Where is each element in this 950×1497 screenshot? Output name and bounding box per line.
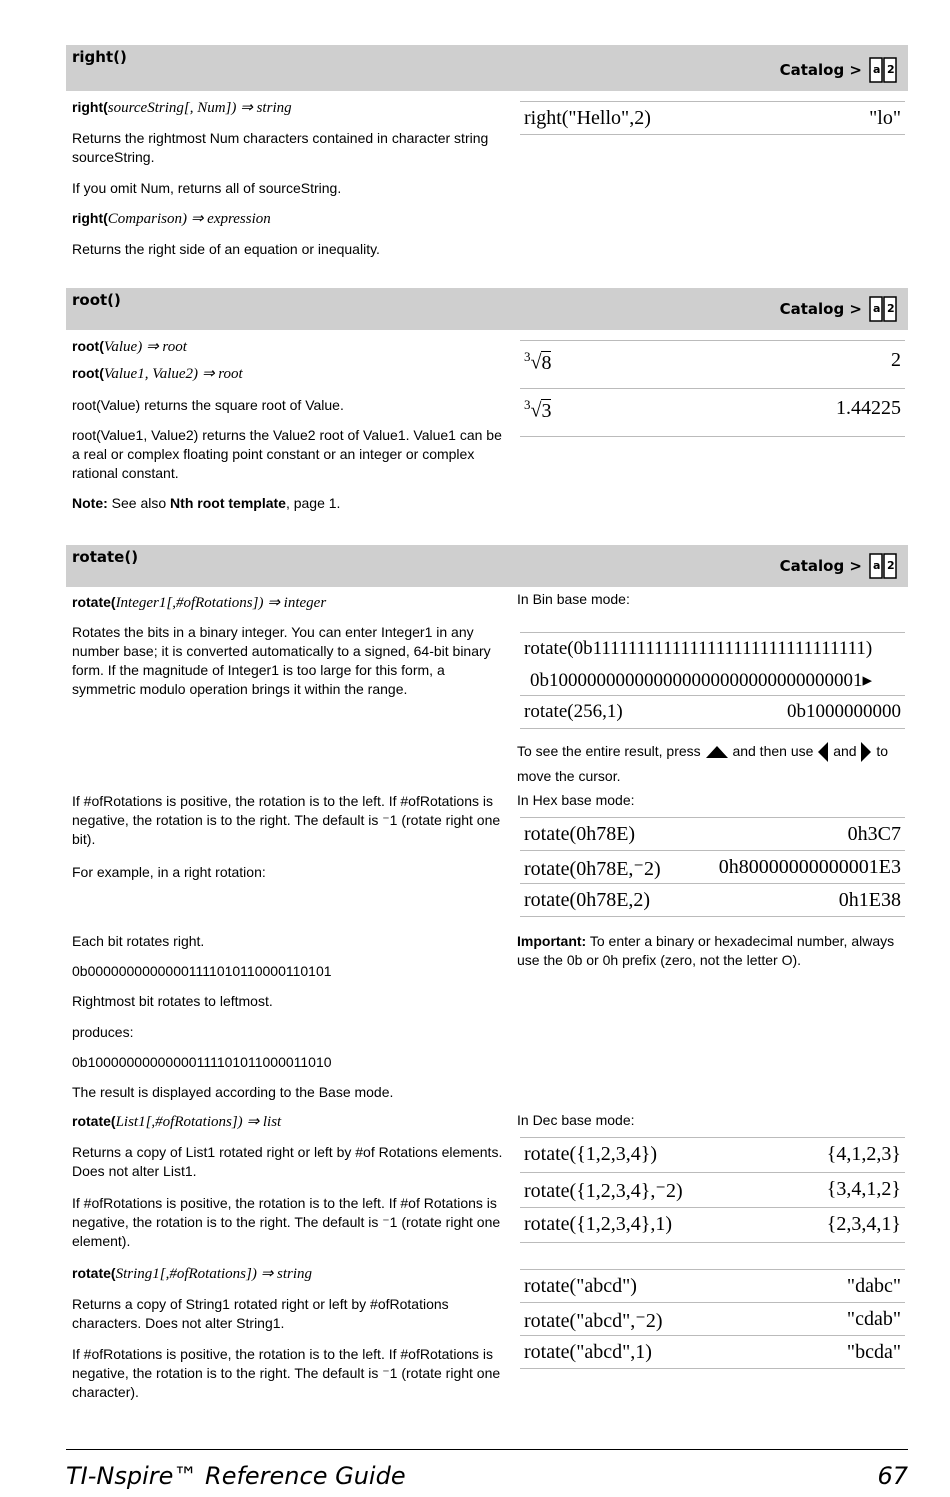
syntax-fn: root( (72, 365, 104, 381)
syntax-line (72, 364, 508, 384)
catalog-book-icon (868, 55, 898, 85)
calc-example (520, 1269, 905, 1369)
catalog-text: Catalog > (779, 300, 862, 318)
important-text: To enter a binary or hexadecimal number, always use the 0b or 0h prefix (zero, not the letter O). (517, 933, 895, 968)
hint-text: To see the entire result, press (517, 743, 701, 759)
important-note (517, 932, 907, 970)
svg-text:2: 2 (887, 559, 895, 572)
description: If #ofRotations is positive, the rotation is to the left. If #ofRotations is negative, the rotation is to the right. The default is ⁻1 (rotate right one bit). (72, 793, 501, 847)
syntax-args: List1[,#ofRotations]) (115, 1114, 243, 1130)
mode-label: In Dec base mode: (517, 1112, 635, 1128)
syntax-result: ⇒ integer (267, 595, 327, 611)
calc-output: "lo" (869, 107, 901, 129)
calc-output: {3,4,1,2} (826, 1178, 901, 1200)
svg-text:2: 2 (887, 63, 895, 76)
syntax-fn: right( (72, 210, 108, 226)
note-text: See also (111, 495, 167, 511)
calc-row (520, 101, 905, 135)
up-arrow-icon (705, 745, 729, 759)
calc-example (520, 101, 905, 135)
calc-row (520, 1336, 905, 1369)
calc-output: 2 (891, 349, 901, 371)
calc-row (520, 389, 905, 437)
left-arrow-icon (817, 741, 829, 763)
footer-rule (66, 1449, 908, 1450)
calc-row (520, 851, 905, 884)
catalog-label (780, 55, 898, 85)
root-index: 3 (524, 349, 531, 364)
calc-input: rotate("abcd",⁻2) (524, 1310, 663, 1332)
description: Returns the right side of an equation or inequality. (72, 241, 380, 257)
calc-input: rotate(0h78E,⁻2) (524, 858, 661, 880)
syntax-args: String1[,#ofRotations]) (115, 1266, 257, 1282)
calc-input: rotate(0b1111111111111111111111111111111) (524, 638, 873, 659)
description: Returns the rightmost Num characters contained in character string sourceString. (72, 130, 489, 165)
description: Rightmost bit rotates to leftmost. (72, 993, 273, 1009)
svg-text:2: 2 (887, 302, 895, 315)
calc-row (520, 696, 905, 729)
calc-row (520, 1173, 905, 1208)
svg-text:a: a (873, 302, 881, 315)
syntax-args: Value1, Value2) (103, 366, 199, 382)
calc-output: 0h3C7 (847, 823, 901, 845)
description: If #ofRotations is positive, the rotation is to the left. If #of Rotations is negative, the rotation is to the right. The default is ⁻1 (rotate right one element). (72, 1195, 501, 1249)
calc-input: rotate({1,2,3,4},⁻2) (524, 1180, 683, 1202)
radical-sign: √ (530, 399, 542, 422)
svg-text:a: a (873, 559, 881, 572)
calc-row (520, 817, 905, 851)
bit-string: 0b00000000000001111010110000110101 (72, 963, 332, 979)
calc-example (520, 817, 905, 917)
calc-row (520, 664, 905, 696)
note-tail: , page 1. (285, 495, 341, 511)
description: Rotates the bits in a binary integer. You can enter Integer1 in any number base; it is converted automatically to a signed, 64-bit binary form. If the magnitude of Integer1 is too large for this form, a symmetric modulo operation brings it within the range. (72, 624, 491, 697)
calc-output: 1.44225 (836, 397, 901, 419)
root-index: 3 (524, 397, 531, 412)
syntax-fn: rotate( (72, 1113, 116, 1129)
calc-row (520, 1269, 905, 1303)
section-header (66, 288, 908, 330)
catalog-book-icon (868, 294, 898, 324)
bit-string: 0b10000000000000111101011000011010 (72, 1054, 332, 1070)
calc-input: rotate(0h78E) (524, 823, 636, 845)
calc-output: 0b1000000000 (787, 701, 901, 722)
calc-input: rotate({1,2,3,4}) (524, 1143, 658, 1165)
hint-text: and (833, 743, 857, 759)
calc-output: 0h80000000000001E3 (718, 856, 901, 878)
calc-output: "dabc" (846, 1275, 901, 1297)
syntax-result: ⇒ root (201, 366, 243, 382)
cursor-hint (517, 739, 907, 789)
syntax-fn: right( (72, 99, 108, 115)
syntax-args: sourceString[, Num]) (107, 100, 237, 116)
function-name: root() (72, 291, 121, 309)
syntax-line (72, 1112, 508, 1132)
catalog-book-icon (868, 551, 898, 581)
description: If you omit Num, returns all of sourceString. (72, 180, 342, 196)
section-root (66, 288, 908, 330)
calc-row (520, 1208, 905, 1243)
catalog-text: Catalog > (779, 557, 862, 575)
syntax-result: ⇒ string (240, 100, 292, 116)
calc-input: rotate({1,2,3,4},1) (524, 1213, 673, 1235)
description: root(Value1, Value2) returns the Value2 root of Value1. Value1 can be a real or complex floating point constant or an integer or complex rational constant. (72, 427, 502, 481)
syntax-args: Comparison) (107, 211, 187, 227)
calc-output: {4,1,2,3} (826, 1143, 901, 1165)
syntax-args: Integer1[,#ofRotations]) (115, 595, 264, 611)
syntax-line (72, 1264, 508, 1284)
radical-sign: √ (530, 351, 542, 374)
description: Returns a copy of List1 rotated right or left by #of Rotations elements. Does not alter List1. (72, 1144, 503, 1179)
syntax-result: ⇒ list (246, 1114, 282, 1130)
hint-text: to move the cursor. (517, 743, 889, 784)
catalog-text: Catalog > (779, 61, 862, 79)
description: Returns a copy of String1 rotated right or left by #ofRotations characters. Does not alter String1. (72, 1296, 449, 1331)
calc-output: {2,3,4,1} (826, 1213, 901, 1235)
function-name: right() (72, 48, 127, 66)
calc-output: 0b100000000000000000000000000000001▸ (530, 670, 873, 691)
syntax-line (72, 337, 508, 357)
mode-label: In Bin base mode: (517, 591, 630, 607)
calc-example (520, 1137, 905, 1243)
radicand: 8 (541, 351, 552, 374)
syntax-fn: rotate( (72, 1265, 116, 1281)
catalog-label (780, 551, 898, 581)
calc-input: rotate("abcd") (524, 1275, 637, 1297)
description: If #ofRotations is positive, the rotation is to the left. If #ofRotations is negative, the rotation is to the right. The default is ⁻1 (rotate right one character). (72, 1346, 501, 1400)
description: root(Value) returns the square root of Value. (72, 397, 344, 413)
section-header (66, 545, 908, 587)
description: The result is displayed according to the Base mode. (72, 1084, 394, 1100)
syntax-args: Value) (103, 339, 143, 355)
section-header (66, 45, 908, 91)
calc-input: rotate(0h78E,2) (524, 889, 651, 911)
calc-input: rotate(256,1) (524, 701, 623, 722)
calc-row (520, 632, 905, 664)
note-link: Nth root template (170, 495, 286, 511)
page-number: 67 (877, 1462, 908, 1490)
syntax-line (72, 593, 508, 613)
syntax-line (72, 98, 508, 118)
hint-text: and then use (732, 743, 814, 759)
syntax-result: ⇒ root (146, 339, 187, 355)
footer-title: TI-Nspire™ Reference Guide (66, 1462, 406, 1490)
function-name: rotate() (72, 548, 139, 566)
description: Each bit rotates right. (72, 933, 205, 949)
svg-text:a: a (873, 63, 881, 76)
calc-example (520, 632, 905, 729)
syntax-fn: rotate( (72, 594, 116, 610)
calc-output: 0h1E38 (838, 889, 901, 911)
calc-row (520, 1303, 905, 1336)
syntax-fn: root( (72, 338, 104, 354)
syntax-line (72, 209, 508, 229)
syntax-result: ⇒ expression (190, 211, 271, 227)
important-label: Important: (517, 933, 587, 949)
calc-input: rotate("abcd",1) (524, 1341, 652, 1363)
calc-output: "bcda" (846, 1341, 901, 1363)
section-rotate (66, 545, 908, 587)
right-arrow-icon (860, 741, 872, 763)
calc-row (520, 340, 905, 389)
catalog-label (780, 294, 898, 324)
note (72, 494, 508, 513)
note-label: Note: (72, 495, 108, 511)
description: produces: (72, 1024, 134, 1040)
calc-row (520, 1137, 905, 1173)
calc-input: right("Hello",2) (524, 107, 651, 129)
nth-root (524, 349, 551, 375)
section-right (66, 45, 908, 91)
radicand: 3 (541, 399, 552, 422)
mode-label: In Hex base mode: (517, 792, 635, 808)
calc-example (520, 340, 905, 437)
description: For example, in a right rotation: (72, 864, 266, 880)
nth-root (524, 397, 551, 423)
syntax-result: ⇒ string (260, 1266, 313, 1282)
calc-output: "cdab" (846, 1308, 901, 1330)
calc-row (520, 884, 905, 917)
